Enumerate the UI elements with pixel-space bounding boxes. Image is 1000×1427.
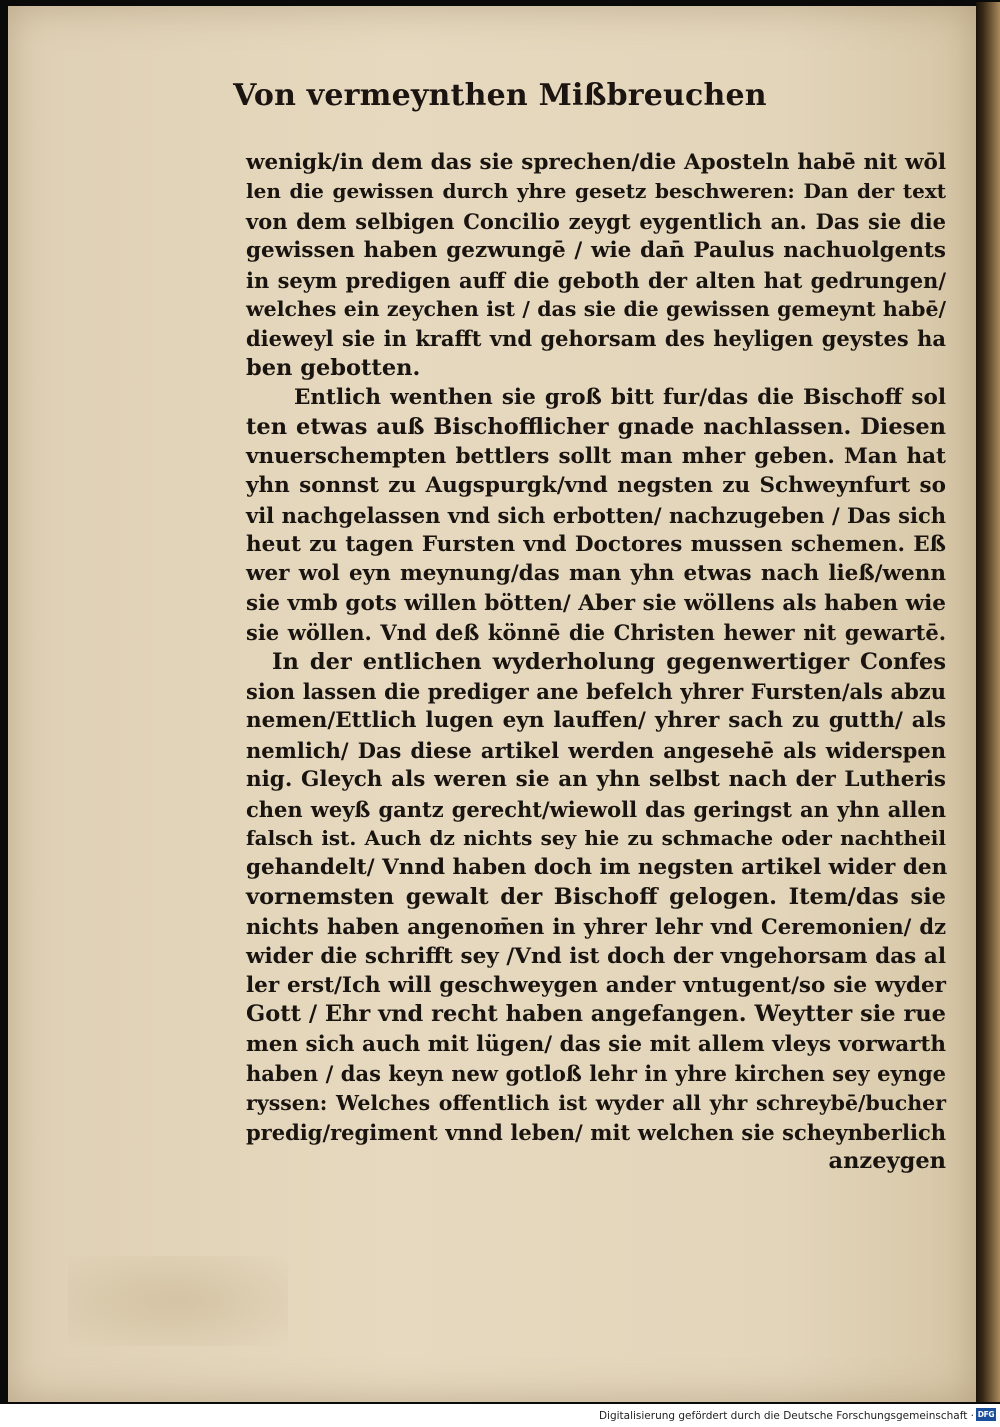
text-line-12: yhn sonnst zu Augspurgk/vnd negsten zu Schweynfurt so [246,473,946,499]
text-line-25: gehandelt/ Vnnd haben doch im negsten artikel wider den [246,855,948,881]
text-line-10: ten etwas auß Bischofflicher gnade nachlassen. Diesen [246,413,946,440]
text-line-34: predig/regiment vnnd leben/ mit welchen sie scheynberlich [246,1119,946,1145]
text-line-3: von dem selbigen Concilio zeygt eygentlich an. Das sie die [246,208,946,234]
dfg-logo-icon[interactable]: DFG [977,1410,995,1419]
text-line-13: vil nachgelassen vnd sich erbotten/ nachzugeben / Das sich [246,502,946,528]
text-line-26: vornemsten gewalt der Bischoff gelogen. Item/das sie [246,883,946,910]
text-line-18: In der entlichen wyderholung gegenwertiger Confes [272,648,946,675]
text-line-19: sion lassen die prediger ane befelch yhrer Fursten/als abzu [246,679,946,705]
text-line-33: ryssen: Welches offentlich ist wyder all yhr schreybē/bucher [246,1090,946,1115]
text-line-32: haben / das keyn new gotloß lehr in yhre kirchen sey eynge [246,1061,946,1087]
text-line-7: dieweyl sie in krafft vnd gehorsam des heyligen geystes ha [246,326,946,352]
funding-credit: Digitalisierung gefördert durch die Deutsche Forschungsgemeinschaft · [598,1410,974,1422]
text-line-20: nemen/Ettlich lugen eyn lauffen/ yhrer sach zu gutth/ als [246,708,946,734]
text-line-27: nichts haben angenom̄en in yhrer lehr vnd Ceremonien/ dz [246,914,946,940]
text-line-22: nig. Gleych als weren sie an yhn selbst nach der Lutheris [246,767,946,793]
text-line-9: Entlich wenthen sie groß bitt fur/das die Bischoff sol [294,385,946,411]
text-line-21: nemlich/ Das diese artikel werden angesehē als widerspen [246,737,946,763]
footer-bar [0,1404,1000,1427]
text-line-14: heut zu tagen Fursten vnd Doctores mussen schemen. Eß [246,532,946,558]
body-text [246,148,946,1177]
text-line-4: gewissen haben gezwungē / wie dan̄ Paulus nachuolgents [246,238,946,264]
text-line-31: men sich auch mit lügen/ das sie mit allem vleys vorwarth [246,1031,947,1057]
text-line-28: wider die schrifft sey /Vnd ist doch der vngehorsam das al [246,943,946,969]
page-fore-edge [976,2,1000,1402]
text-line-29: ler erst/Ich will geschweygen ander vntugent/so sie wyder [246,972,946,998]
running-head: Von vermeynthen Mißbreuchen [233,78,767,113]
text-line-23: chen weyß gantz gerecht/wiewoll das geringst an yhn allen [246,796,946,822]
text-line-8: ben gebotten. [246,354,421,381]
text-line-24: falsch ist. Auch dz nichts sey hie zu schmache oder nachtheil [246,825,946,850]
text-line-5: in seym predigen auff die geboth der alten hat gedrungen/ [246,267,946,293]
catchword: anzeygen [828,1148,946,1175]
paper-stain [68,1256,288,1346]
text-line-11: vnuerschempten bettlers sollt man mher geben. Man hat [246,443,946,469]
text-line-17: sie wöllen. Vnd deß könnē die Christen hewer nit gewartē. [246,620,946,646]
text-line-2: len die gewissen durch yhre gesetz beschweren: Dan der text [246,179,946,204]
text-line-15: wer wol eyn meynung/das man yhn etwas nach ließ/wenn [246,561,946,587]
text-line-6: welches ein zeychen ist / das sie die gewissen gemeynt habē/ [246,296,946,321]
text-line-16: sie vmb gots willen bötten/ Aber sie wöllens als haben wie [246,590,946,616]
text-line-30: Gott / Ehr vnd recht haben angefangen. Weytter sie rue [246,1001,946,1028]
text-line-1: wenigk/in dem das sie sprechen/die Aposteln habē nit wōl [246,150,946,175]
